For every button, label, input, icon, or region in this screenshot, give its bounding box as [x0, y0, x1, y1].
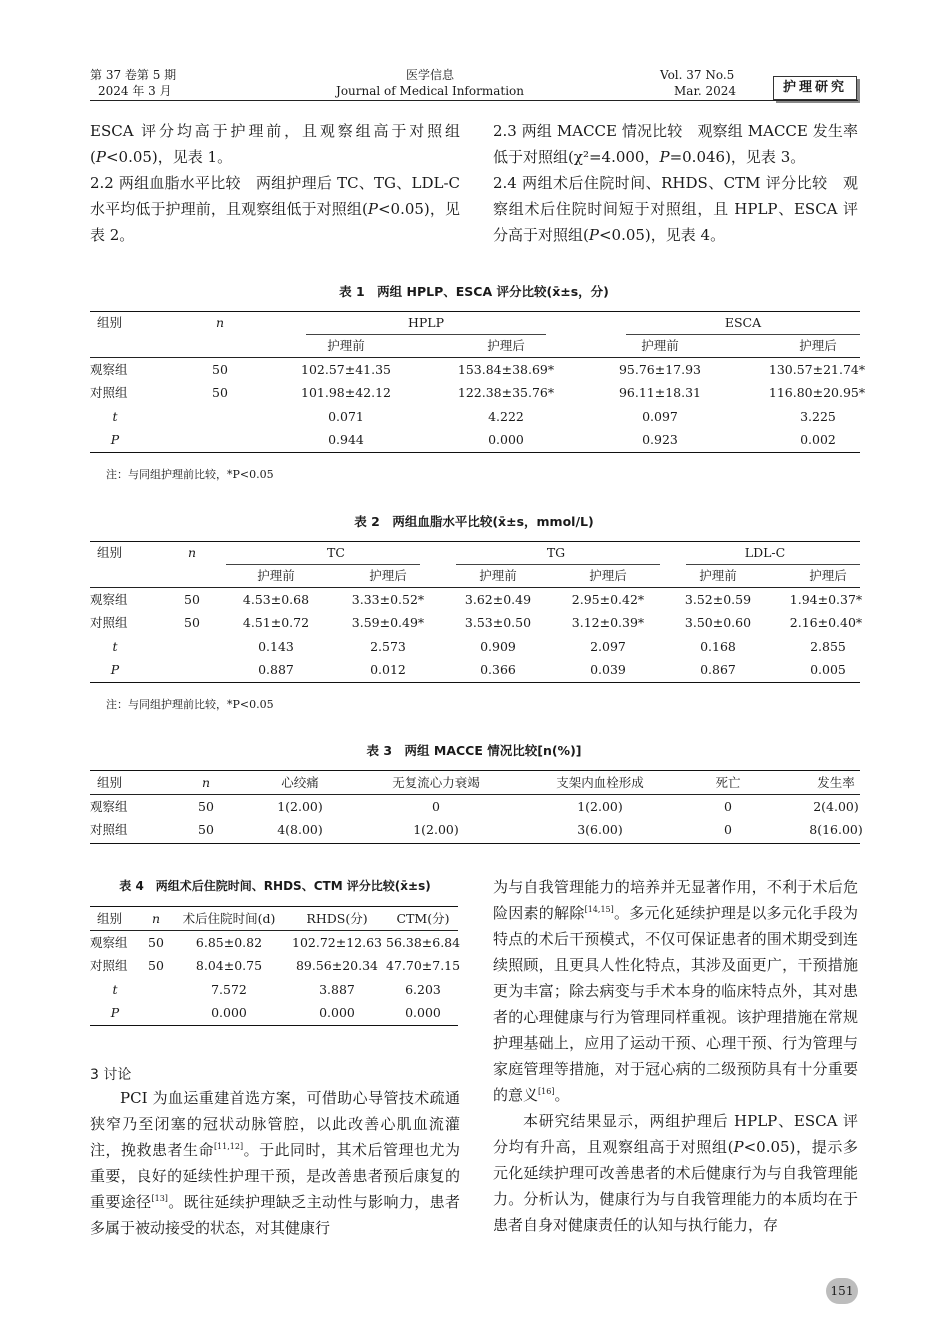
table4-caption: 表 4 两组术后住院时间、RHDS、CTM 评分比较(x̄±s) [119, 879, 431, 893]
right-bottom-column [493, 874, 858, 1238]
table2-row2-ldl-after: 2.16±0.40* [789, 615, 863, 630]
table4-header-stay: 术后住院时间(d) [182, 911, 276, 926]
table4-row1-group: 观察组 [90, 935, 128, 950]
table2-header-tg-after: 护理后 [589, 568, 627, 583]
table1-row4-hplp-after: 0.000 [488, 432, 524, 447]
table2-tg-span-rule [456, 564, 660, 565]
table2-header-ldl: LDL-C [744, 545, 786, 560]
table4-row4-ctm: 0.000 [405, 1005, 441, 1020]
table2-row2-ldl-before: 3.50±0.60 [684, 615, 752, 630]
table1-row2-esca-before: 96.11±18.31 [618, 385, 702, 400]
table4-row1-rhds: 102.72±12.63 [292, 935, 382, 950]
table3-row2-no-reflow: 1(2.00) [413, 822, 459, 837]
table1-bottom-rule [90, 452, 860, 453]
table3-row1-death: 0 [724, 799, 732, 814]
header-journal-en: Journal of Medical Information [336, 84, 524, 98]
table2-row2-tg-after: 3.12±0.39* [571, 615, 645, 630]
table4-row1-n: 50 [148, 935, 164, 950]
table1-row4-hplp-before: 0.944 [328, 432, 364, 447]
table3-row1-angina: 1(2.00) [277, 799, 323, 814]
table4-row1-ctm: 56.38±6.84 [386, 935, 461, 950]
table1-header-hplp-before: 护理前 [327, 338, 365, 353]
table2-row4-ldl-after: 0.005 [810, 662, 846, 677]
table1-row1-hplp-before: 102.57±41.35 [301, 362, 391, 377]
table2-row2-tg-before: 3.53±0.50 [464, 615, 532, 630]
table3-header-rate: 发生率 [817, 775, 855, 790]
table4-row3-rhds: 3.887 [319, 982, 355, 997]
table2-row2-n: 50 [184, 615, 200, 630]
table3-row2-stent: 3(6.00) [577, 822, 623, 837]
page-number: 151 [826, 1278, 858, 1304]
table2-header-group: 组别 [97, 545, 123, 560]
table4-bottom-rule [90, 1025, 458, 1026]
table2-header-tc-before: 护理前 [257, 568, 295, 583]
table1-header-hplp-after: 护理后 [487, 338, 525, 353]
table1-header-rule [90, 357, 860, 358]
header-rule [90, 100, 858, 101]
table3-row2-n: 50 [198, 822, 214, 837]
table3-row2-death: 0 [724, 822, 732, 837]
table2-row3-tc-after: 2.573 [370, 639, 406, 654]
table1-header-group: 组别 [97, 315, 123, 330]
table3-caption: 表 3 两组 MACCE 情况比较[n(%)] [366, 743, 582, 758]
table2-row1-ldl-before: 3.52±0.59 [684, 592, 752, 607]
right-top-column [493, 118, 858, 248]
table2-row1-tg-after: 2.95±0.42* [571, 592, 645, 607]
header-date-en: Mar. 2024 [674, 84, 737, 98]
table2-note: 注：与同组护理前比较，*P<0.05 [106, 698, 274, 711]
table1-row2-hplp-before: 101.98±42.12 [301, 385, 391, 400]
table1-row3-stat: t [112, 409, 118, 424]
table1-row4-esca-before: 0.923 [642, 432, 678, 447]
table4-header-rule [90, 930, 458, 931]
results-paragraph-2-2: 2.2 两组血脂水平比较 两组护理后 TC、TG、LDL-C 水平均低于护理前，且观察组低于对照组(P<0.05)，见表 2。 [90, 174, 460, 244]
table3-row2-angina: 4(8.00) [277, 822, 323, 837]
table4-row2-group: 对照组 [90, 958, 128, 973]
table4-top-rule [90, 906, 458, 907]
table2-row1-tc-before: 4.53±0.68 [242, 592, 310, 607]
table4-row1-stay: 6.85±0.82 [195, 935, 263, 950]
table1-note: 注：与同组护理前比较，*P<0.05 [106, 468, 274, 481]
table2-row3-stat: t [112, 639, 118, 654]
table1-row1-esca-before: 95.76±17.93 [618, 362, 702, 377]
table3-header-stent: 支架内血栓形成 [556, 775, 644, 790]
table2-row4-tc-before: 0.887 [258, 662, 294, 677]
discussion-heading: 3 讨论 [90, 1067, 132, 1083]
table2-bottom-rule [90, 682, 860, 683]
table2-row4-ldl-before: 0.867 [700, 662, 736, 677]
table1-row2-n: 50 [212, 385, 228, 400]
table1-top-rule [90, 311, 860, 312]
table4-row2-stay: 8.04±0.75 [195, 958, 263, 973]
table3-header-group: 组别 [97, 775, 123, 790]
table2-header-tc: TC [327, 545, 345, 560]
table3-row2-group: 对照组 [90, 822, 128, 837]
table1-row4-esca-after: 0.002 [800, 432, 836, 447]
table1-header-esca: ESCA [724, 315, 762, 330]
results-paragraph-1: ESCA 评分均高于护理前，且观察组高于对照组(P<0.05)，见表 1。 [90, 122, 460, 166]
table1-row2-hplp-after: 122.38±35.76* [457, 385, 555, 400]
table3-row1-rate: 2(4.00) [813, 799, 859, 814]
table4-row4-rhds: 0.000 [319, 1005, 355, 1020]
discussion-paragraph-continued: 为与自我管理能力的培养并无显著作用，不利于术后危险因素的解除[14,15]。多元化延续护理是以多元化手段为特点的术后干预模式，不仅可保证患者的围术期受到连续照顾，且更具人性化特点，其涉及面更广，干预措施更为丰富；除去病变与手术本身的临床特点外，其对患者的心理健康与行为管理同样重视。该护理措施在常规护理基础上，应用了运动干预、心理干预、行为管理与家庭管理等措施，对于冠心病的二级预防具有十分重要的意义[16]。 [493, 878, 858, 1104]
table3-header-death: 死亡 [715, 775, 741, 790]
table3-bottom-rule [90, 843, 860, 844]
table2-row3-tc-before: 0.143 [258, 639, 294, 654]
table4-row4-stay: 0.000 [211, 1005, 247, 1020]
table2-row1-tg-before: 3.62±0.49 [464, 592, 532, 607]
table2-row2-tc-before: 4.51±0.72 [242, 615, 310, 630]
table2-row3-tg-before: 0.909 [480, 639, 516, 654]
table2-header-tc-after: 护理后 [369, 568, 407, 583]
table2-header-n: n [187, 545, 197, 560]
table3-row1-no-reflow: 0 [432, 799, 440, 814]
table2-row4-tc-after: 0.012 [370, 662, 406, 677]
table1-hplp-span-rule [306, 334, 546, 335]
table1-row3-hplp-after: 4.222 [488, 409, 524, 424]
header-journal-cn: 医学信息 [405, 68, 454, 82]
table1-header-n: n [215, 315, 225, 330]
table4-header-rhds: RHDS(分) [306, 911, 368, 926]
table1-row1-group: 观察组 [90, 362, 128, 377]
header-date-cn: 2024 年 3 月 [98, 84, 172, 98]
table1-header-esca-before: 护理前 [641, 338, 679, 353]
table3-header-no-reflow: 无复流心力衰竭 [392, 775, 480, 790]
table1-header-esca-after: 护理后 [799, 338, 837, 353]
table1-row1-n: 50 [212, 362, 228, 377]
table2-row2-group: 对照组 [90, 615, 128, 630]
header-volume-cn: 第 37 卷第 5 期 [90, 68, 177, 82]
table1-row1-esca-after: 130.57±21.74* [768, 362, 866, 377]
table4-row3-ctm: 6.203 [405, 982, 441, 997]
table4-header-group: 组别 [97, 911, 123, 926]
table1-row4-stat: P [110, 432, 120, 447]
table2-ldl-span-rule [686, 564, 860, 565]
table4-row2-rhds: 89.56±20.34 [295, 958, 379, 973]
table2-row1-ldl-after: 1.94±0.37* [789, 592, 863, 607]
table2-row4-tg-after: 0.039 [590, 662, 626, 677]
discussion-left-column [90, 1085, 460, 1241]
table2-row3-tg-after: 2.097 [590, 639, 626, 654]
left-top-column [90, 118, 460, 248]
table3-header-rule [90, 794, 860, 795]
table3-top-rule [90, 770, 860, 771]
table4-row3-stat: t [112, 982, 118, 997]
table1-row3-hplp-before: 0.071 [328, 409, 364, 424]
table3-row2-rate: 8(16.00) [809, 822, 863, 837]
table1-row2-esca-after: 116.80±20.95* [768, 385, 866, 400]
table4-row2-n: 50 [148, 958, 164, 973]
table1-esca-span-rule [626, 334, 860, 335]
table4-header-ctm: CTM(分) [396, 911, 450, 926]
table2-header-rule [90, 587, 860, 588]
table1-row1-hplp-after: 153.84±38.69* [457, 362, 555, 377]
table2-row3-ldl-after: 2.855 [810, 639, 846, 654]
table3-header-n: n [201, 775, 211, 790]
section-badge: 护理研究 [773, 76, 857, 100]
table3-row1-stent: 1(2.00) [577, 799, 623, 814]
table3-row1-n: 50 [198, 799, 214, 814]
discussion-paragraph-2: 本研究结果显示，两组护理后 HPLP、ESCA 评分均有升高，且观察组高于对照组(P<0.05)，提示多元化延续护理可改善患者的术后健康行为与自我管理能力。分析认为，健康行为与自我管理能力的本质均在于患者自身对健康责任的认知与执行能力，存 [493, 1112, 858, 1234]
table1-header-hplp: HPLP [407, 315, 445, 330]
table2-caption: 表 2 两组血脂水平比较(x̄±s，mmol/L) [354, 514, 594, 529]
table4-header-n: n [151, 911, 161, 926]
table1-row2-group: 对照组 [90, 385, 128, 400]
table2-row4-stat: P [110, 662, 120, 677]
table2-top-rule [90, 541, 860, 542]
table1-row3-esca-after: 3.225 [800, 409, 836, 424]
table2-header-tg-before: 护理前 [479, 568, 517, 583]
table4-row4-stat: P [110, 1005, 120, 1020]
table3-row1-group: 观察组 [90, 799, 128, 814]
table2-header-ldl-before: 护理前 [699, 568, 737, 583]
results-paragraph-2-3: 2.3 两组 MACCE 情况比较 观察组 MACCE 发生率低于对照组(χ²=4.000，P=0.046)，见表 3。 [493, 122, 858, 166]
table2-row3-ldl-before: 0.168 [700, 639, 736, 654]
table4-row2-ctm: 47.70±7.15 [386, 958, 461, 973]
table2-row1-group: 观察组 [90, 592, 128, 607]
table1-caption: 表 1 两组 HPLP、ESCA 评分比较(x̄±s，分) [339, 284, 609, 299]
table2-header-ldl-after: 护理后 [809, 568, 847, 583]
header-volume-en: Vol. 37 No.5 [660, 68, 735, 82]
table2-header-tg: TG [546, 545, 566, 560]
table2-row1-tc-after: 3.33±0.52* [351, 592, 425, 607]
discussion-paragraph-1: PCI 为血运重建首选方案，可借助心导管技术疏通狭窄乃至闭塞的冠状动脉管腔，以此改善心肌血流灌注，挽救患者生命[11,12]。于此同时，其术后管理也尤为重要，良好的延续性护理干预，是改善患者预后康复的重要途径[13]。既往延续护理缺乏主动性与影响力，患者多属于被动接受的状态，对其健康行 [90, 1089, 460, 1237]
table1-row3-esca-before: 0.097 [642, 409, 678, 424]
results-paragraph-2-4: 2.4 两组术后住院时间、RHDS、CTM 评分比较 观察组术后住院时间短于对照组，且 HPLP、ESCA 评分高于对照组(P<0.05)，见表 4。 [493, 174, 858, 244]
table2-row2-tc-after: 3.59±0.49* [351, 615, 425, 630]
table2-row1-n: 50 [184, 592, 200, 607]
table3-header-angina: 心绞痛 [281, 775, 319, 790]
table2-tc-span-rule [226, 564, 420, 565]
table4-row3-stay: 7.572 [211, 982, 247, 997]
table2-row4-tg-before: 0.366 [480, 662, 516, 677]
